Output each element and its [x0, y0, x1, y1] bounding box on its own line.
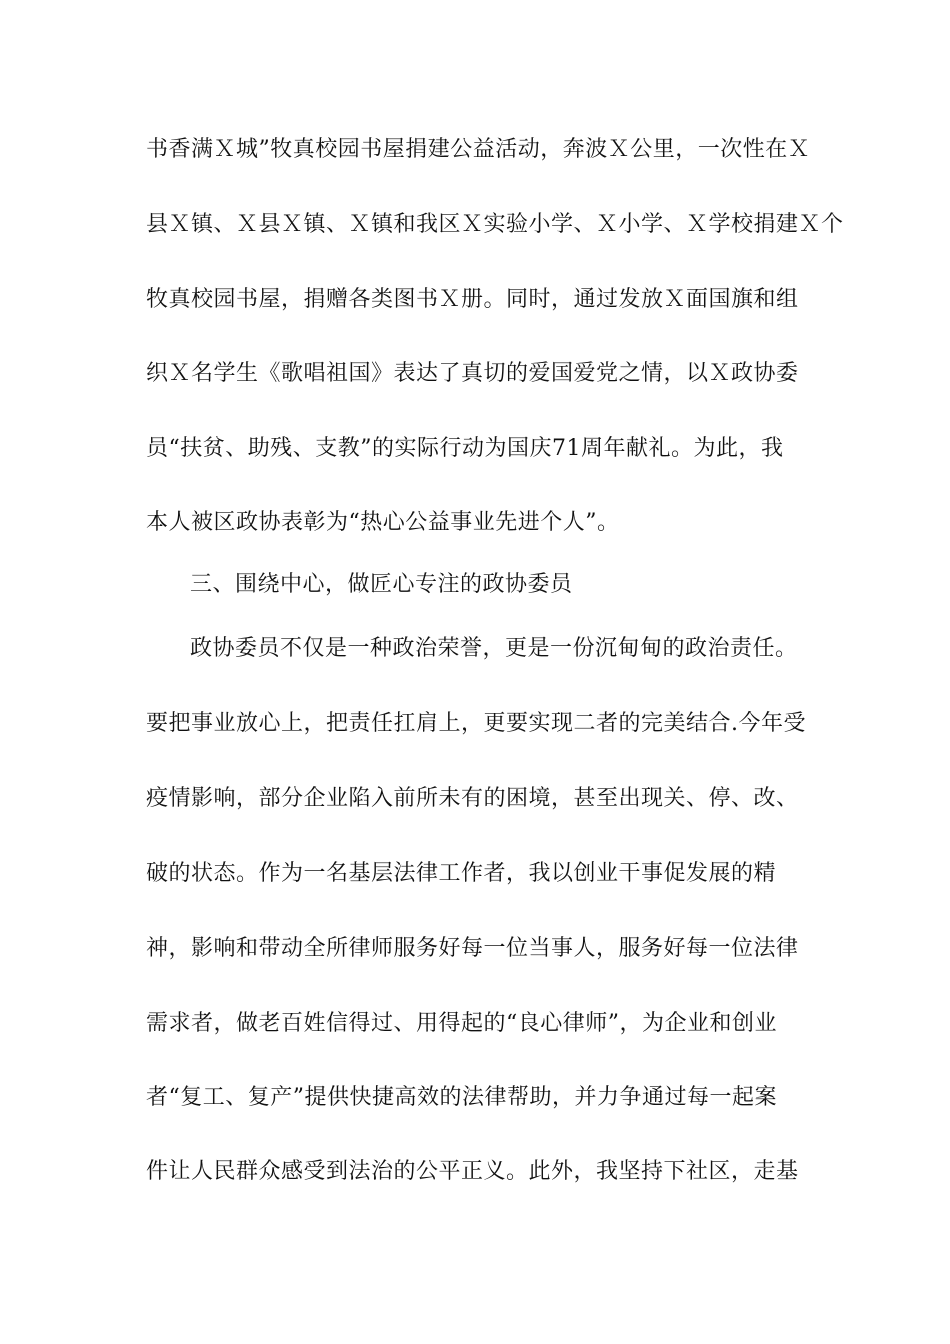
text-line-4: 织Ｘ名学生《歌唱祖国》表达了真切的爱国爱党之情，以Ｘ政协委: [146, 361, 799, 386]
text-line-6: 本人被区政协表彰为“热心公益事业先进个人”。: [146, 510, 620, 535]
text-line-10: 疫情影响，部分企业陷入前所未有的困境，甚至出现关、停、改、: [146, 786, 799, 811]
text-line-14: 者“复工、复产”提供快捷高效的法律帮助，并力争通过每一起案: [146, 1085, 777, 1110]
text-line-5: 员“扶贫、助残、支教”的实际行动为国庆71周年献礼。为此，我: [146, 436, 784, 461]
text-line-15: 件让人民群众感受到法治的公平正义。此外，我坚持下社区，走基: [146, 1159, 799, 1184]
text-line-8: 政协委员不仅是一种政治荣誉，更是一份沉甸甸的政治责任。: [190, 636, 798, 661]
text-line-2: 县Ｘ镇、Ｘ县Ｘ镇、Ｘ镇和我区Ｘ实验小学、Ｘ小学、Ｘ学校捐建Ｘ个: [146, 212, 844, 237]
section-heading: 三、围绕中心，做匠心专注的政协委员: [190, 572, 573, 597]
text-line-9: 要把事业放心上，把责任扛肩上，更要实现二者的完美结合.今年受: [146, 711, 806, 736]
text-line-3: 牧真校园书屋，捐赠各类图书Ｘ册。同时，通过发放Ｘ面国旗和组: [146, 287, 799, 312]
text-line-1: 书香满Ｘ城”牧真校园书屋捐建公益活动，奔波Ｘ公里，一次性在Ｘ: [146, 137, 811, 162]
text-line-12: 神，影响和带动全所律师服务好每一位当事人，服务好每一位法律: [146, 936, 799, 961]
text-line-13: 需求者，做老百姓信得过、用得起的“良心律师”，为企业和创业: [146, 1011, 777, 1036]
text-line-11: 破的状态。作为一名基层法律工作者，我以创业干事促发展的精: [146, 861, 777, 886]
